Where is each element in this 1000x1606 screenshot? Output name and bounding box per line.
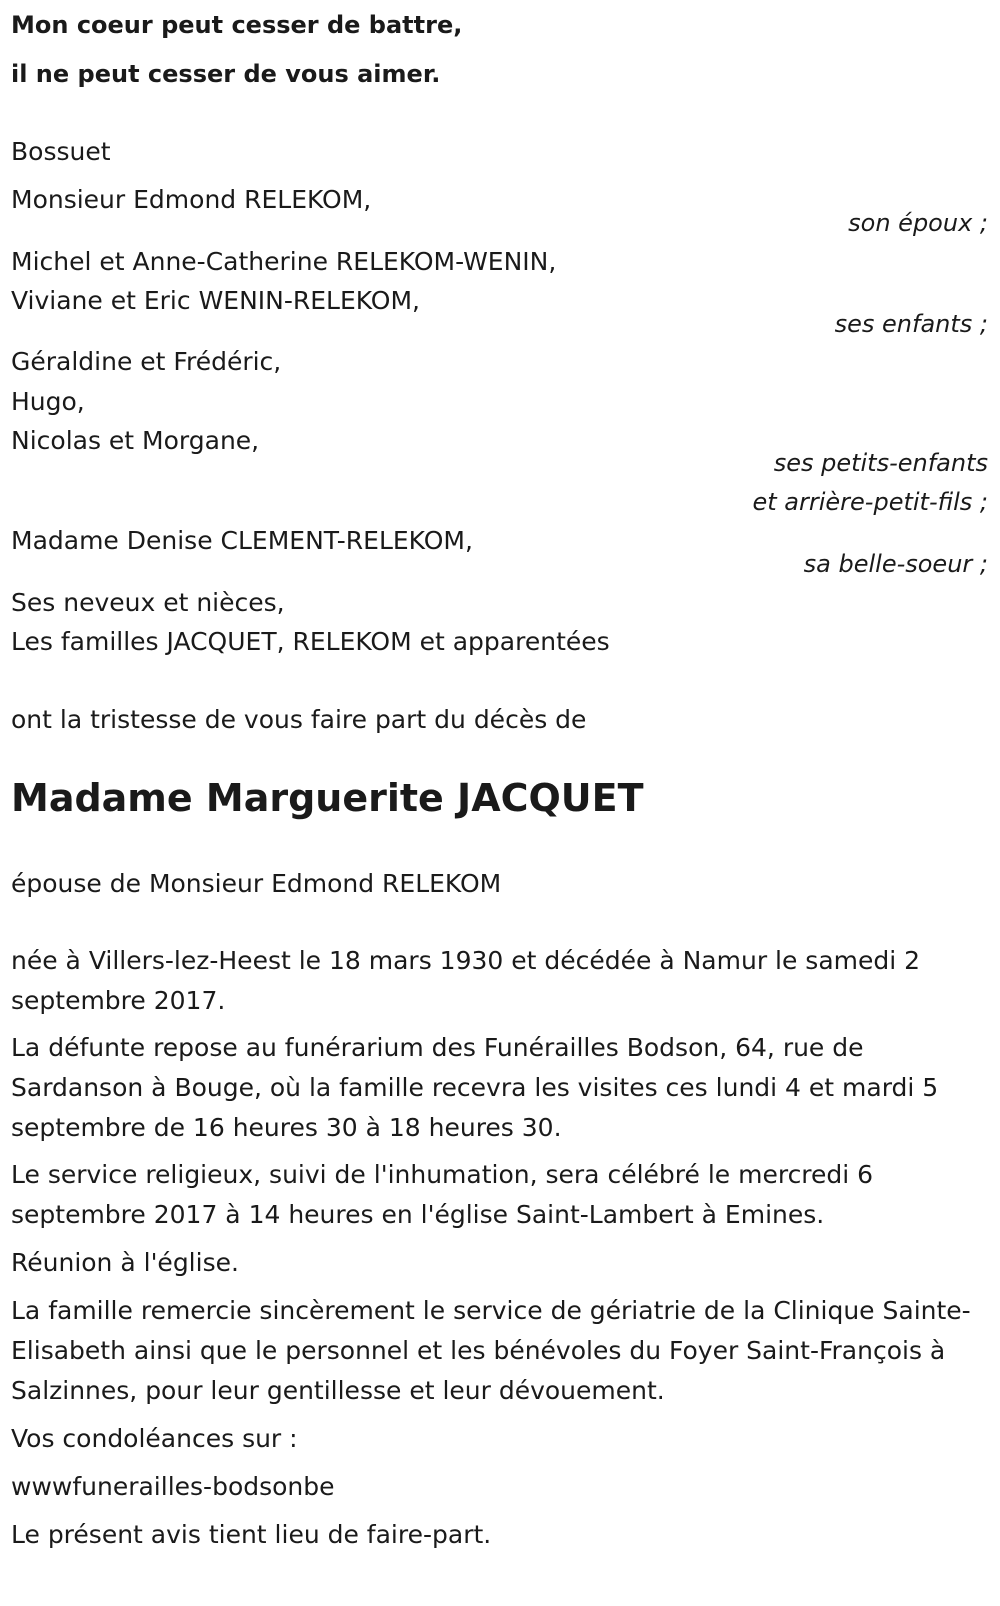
grandchild-3: Nicolas et Morgane, <box>11 426 260 455</box>
epigraph-line-2: il ne peut cesser de vous aimer. <box>11 60 441 88</box>
children-role: ses enfants ; <box>834 310 988 338</box>
service-paragraph: Le service religieux, suivi de l'inhumation, sera célébré le mercredi 6 septembre 2017 à 14 heures en l'église Saint-Lambert à Emines. <box>11 1160 874 1229</box>
visitation-paragraph: La défunte repose au funérarium des Funérailles Bodson, 64, rue de Sardanson à Bouge, où la famille recevra les visites ces lundi 4 et mardi 5 septembre de 16 heures 30 à 18 heures 30. <box>11 1033 939 1142</box>
child-2: Viviane et Eric WENIN-RELEKOM, <box>11 286 420 315</box>
nephews-nieces: Ses neveux et nièces, <box>11 588 285 617</box>
deceased-name: Madame Marguerite JACQUET <box>11 776 644 820</box>
sister-in-law-name: Madame Denise CLEMENT-RELEKOM, <box>11 526 473 555</box>
condolences-label: Vos condoléances sur : <box>11 1424 298 1453</box>
notice-line: Le présent avis tient lieu de faire-part. <box>11 1520 492 1549</box>
child-1: Michel et Anne-Catherine RELEKOM-WENIN, <box>11 247 557 276</box>
spouse-role: son époux ; <box>848 209 988 237</box>
condolences-site: wwwfunerailles-bodsonbe <box>11 1472 335 1501</box>
announcement-intro: ont la tristesse de vous faire part du décès de <box>11 705 587 734</box>
sister-in-law-role: sa belle-soeur ; <box>803 550 988 578</box>
grandchild-2: Hugo, <box>11 387 85 416</box>
grandchildren-role-2: et arrière-petit-fils ; <box>752 488 988 516</box>
related-families: Les familles JACQUET, RELEKOM et apparentées <box>11 627 610 656</box>
spouse-of: épouse de Monsieur Edmond RELEKOM <box>11 869 502 898</box>
birth-death-paragraph: née à Villers-lez-Heest le 18 mars 1930 et décédée à Namur le samedi 2 septembre 2017. <box>11 946 921 1015</box>
epigraph-author: Bossuet <box>11 137 111 166</box>
spouse-name: Monsieur Edmond RELEKOM, <box>11 185 372 214</box>
thanks-paragraph: La famille remercie sincèrement le service de gériatrie de la Clinique Sainte-Elisabeth ainsi que le personnel et les bénévoles du Foyer Saint-François à Salzinnes, pour leur gentillesse et leur dévouement. <box>11 1296 971 1405</box>
meeting-paragraph: Réunion à l'église. <box>11 1248 239 1277</box>
grandchildren-role-1: ses petits-enfants <box>773 449 988 477</box>
epigraph-line-1: Mon coeur peut cesser de battre, <box>11 11 463 39</box>
grandchild-1: Géraldine et Frédéric, <box>11 347 282 376</box>
